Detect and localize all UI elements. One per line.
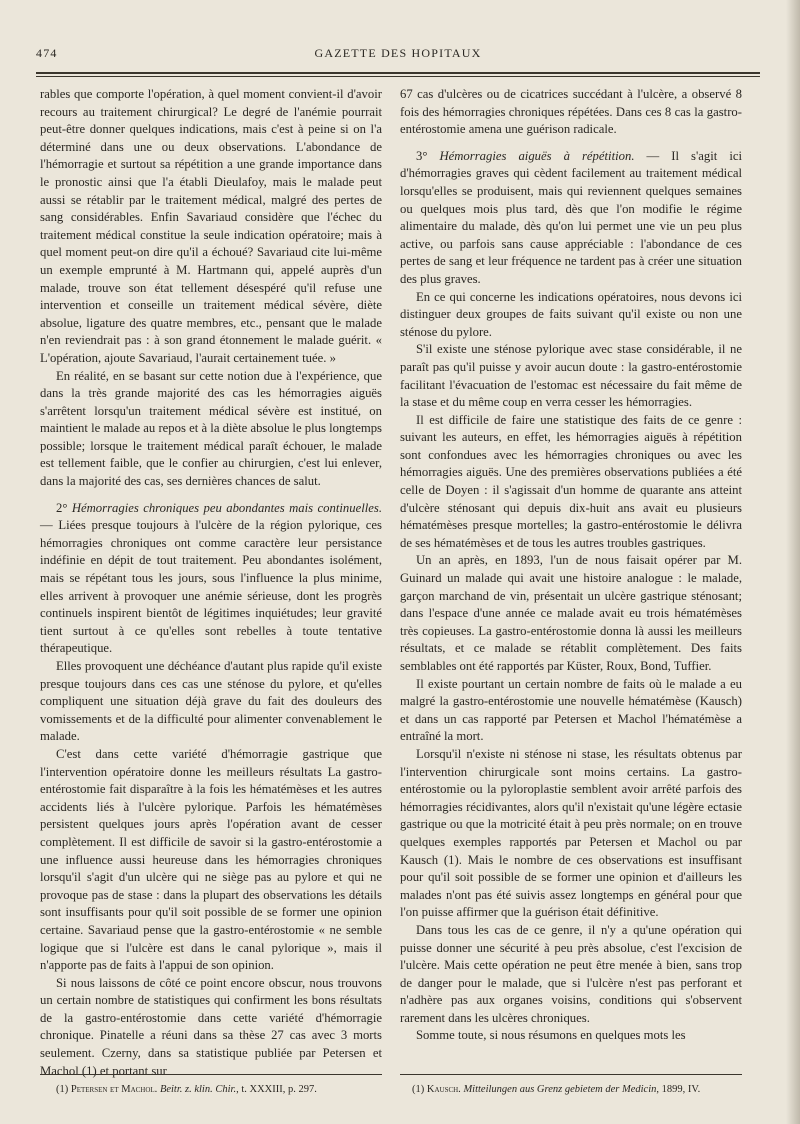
- paragraph: 67 cas d'ulcères ou de cicatrices succédant à l'ulcère, a observé 8 fois des hémorragies chroniques répétées. Dans ces 8 cas la gastro-entérostomie amena une guérison radicale.: [400, 87, 742, 137]
- section-paragraph: [40, 500, 382, 658]
- footnote-journal: Beitr. z. klin. Chir.: [159, 1084, 237, 1095]
- footnote-authors: Petersen et Machol.: [70, 1084, 158, 1095]
- footnote-rule: [40, 1074, 382, 1075]
- section-paragraph: [400, 148, 742, 289]
- footnote-marker: (1): [56, 1084, 69, 1095]
- paragraph: rables que comporte l'opération, à quel moment convient-il d'avoir recours au traitement chirurgical? Le degré de l'anémie pourrait peut-être donner quelques indications, mais c'est à peine si on l'a déterminé dans une ou deux observations. L'abondance de l'hémorragie et surtout sa répétition a une grande importance dans le pronostic ainsi que l'a établi Dieulafoy, mais le malade peut aussi se rétablir par le traitement médical, malgré des pertes de sang considérables. Enfin Savariaud considère que l'échec du traitement médical constitue la seule indication opératoire; mais à quel moment peut-on dire qu'il a échoué? Savariaud cite lui-même un exemple emprunté à M. Hartmann qui, appelé auprès d'un malade, trouve son état tellement désespéré qu'il refuse une intervention et conseille un traitement médical sévère, diète absolue, ligature des quatre membres, etc., pensant que le malade n'en reviendrait pas : à son grand étonnement le malade guérit. « L'opération, ajoute Savariaud, l'aurait certainement tuée. »: [40, 87, 382, 365]
- footnote-ref: , t. XXXIII, p. 297.: [236, 1084, 317, 1095]
- paragraph: Il est difficile de faire une statistique des faits de ce genre : suivant les auteurs, en effet, les hémorragies aiguës à répétition sont confondues avec les hémorragies chroniques ou avec les hémorragies aiguës. Une des premières observations publiées a été celle de Doyen : il s'agissait d'un homme de quarante ans atteint d'ulcère sténosant qui depuis dix-huit ans avait eu plusieurs hématémèses presque mortelles; la gastro-entérostomie le délivra de ses hématémèses et de tous les autres troubles gastriques.: [400, 412, 742, 550]
- header-rule: [36, 72, 760, 74]
- footnote-right: [412, 1083, 762, 1097]
- paragraph: C'est dans cette variété d'hémorragie gastrique que l'intervention opératoire donne les meilleurs résultats La gastro-entérostomie fait disparaître à la fois les hématémèses et les autres accidents liés à l'ulcère pylorique. Parfois les hématémèses persistent quelques jours après l'opération avant de cesser complètement. Il est difficile de savoir si la gastro-entérostomie a une influence aussi heureuse dans les hémorragies chroniques lorsqu'il s'agit d'un ulcère qui ne siège pas au pylore et qui ne provoque pas de stase : dans la plupart des observations les détails sont insuffisants pour qu'il soit possible de se former une opinion certaine. Savariaud pense que la gastro-entérostomie « ne semble logique que si l'ulcère est dans le canal pylorique », mais il n'apporte pas de faits à l'appui de son opinion.: [40, 746, 382, 973]
- paragraph: Lorsqu'il n'existe ni sténose ni stase, les résultats obtenus par l'intervention chirurgicale sont moins certains. La gastro-entérostomie ou la pyloroplastie semblent avoir arrêté parfois des hémorragies récidivantes, alors qu'il n'existait qu'une légère ectasie gastrique ou que la motricité était à peu près normale; on en trouve quelques exemples rapportés par Petersen et Machol ou par Kausch (1). Mais le nombre de ces observations est insuffisant pour qu'il soit possible de se former une opinion et d'ailleurs les malades n'ont pas été suivis assez longtemps en général pour que l'on puisse affirmer que la guérison était définitive.: [400, 746, 742, 920]
- left-column: [40, 86, 382, 1080]
- paragraph: S'il existe une sténose pylorique avec stase considérable, il ne paraît pas qu'il puisse y avoir aucun doute : la gastro-entérostomie facilitant l'évacuation de l'estomac est nécessaire du fait même de la stase et du même coup en verra cesser les hémorragies.: [400, 342, 742, 410]
- footnote-ref: , 1899, IV.: [656, 1084, 701, 1095]
- paragraph: Il existe pourtant un certain nombre de faits où le malade a eu malgré la gastro-entérostomie une nouvelle hématémèse (Kausch) et dans un cas rapporté par Petersen et Machol l'hématémèse a entraîné la mort.: [400, 676, 742, 744]
- footnote-marker: (1): [412, 1084, 425, 1095]
- section-number: 2°: [56, 500, 68, 515]
- section-number: 3°: [416, 148, 428, 163]
- section-text: — Il s'agit ici d'hémorragies graves qui cèdent facilement au traitement médical lorsqu'elles se produisent, mais qui reviennent quelques semaines ou quelques mois plus tard, dès que l'on modifie le régime alimentaire du malade, dès qu'on lui permet une vie un peu plus active, ou parfois sans cause appréciable : l'abondance de ces pertes de sang et leur fréquence ne tardent pas à créer une situation des plus graves.: [400, 148, 743, 286]
- page-edge-shadow: [786, 0, 800, 1124]
- section-text: — Liées presque toujours à l'ulcère de la région pylorique, ces hémorragies chroniques ont comme caractère leur persistance indéfinie en dépit de tout traitement. Peu abondantes isolément, mais se répétant tous les jours, sous l'influence la plus minime, elles arrivent à provoquer une anémie sérieuse, dont les progrès continuels inspirent bientôt de légitimes inquiétudes; leur gravité tient surtout à ce qu'elles sont rebelles à toute tentative thérapeutique.: [40, 518, 382, 656]
- running-title: GAZETTE DES HOPITAUX: [314, 46, 482, 60]
- paragraph: En réalité, en se basant sur cette notion due à l'expérience, que dans la très grande majorité des cas les hémorragies aiguës s'arrêtent lorsqu'un traitement médical sévère est institué, on maintient le malade au repos et à la diète absolue le plus longtemps possible; lorsque le traitement médical paraît échouer, le malade est tellement faible, que le confier au chirurgien, c'est lui enlever, dans la majorité des cas, ses dernières chances de salut.: [40, 368, 382, 489]
- footnote-rule: [400, 1074, 742, 1075]
- footnote-authors: Kausch.: [426, 1084, 461, 1095]
- paragraph: Dans tous les cas de ce genre, il n'y a qu'une opération qui puisse donner une sécurité à peu près absolue, c'est l'excision de l'ulcère. Mais cette opération ne peut être menée à bien, sans trop de danger pour le malade, que si l'ulcère n'est pas perforant et n'adhère pas aux organes voisins, conditions qui s'observent rarement dans les ulcères chroniques.: [400, 922, 742, 1025]
- page-header: [36, 46, 760, 66]
- paragraph: En ce qui concerne les indications opératoires, nous devons ici distinguer deux groupes de faits suivant qu'il existe ou non une sténose du pylore.: [400, 289, 742, 339]
- header-rule-thin: [36, 76, 760, 77]
- section-heading: Hémorragies aiguës à répétition.: [439, 148, 635, 163]
- paragraph: Elles provoquent une déchéance d'autant plus rapide qu'il existe presque toujours dans ces cas une sténose du pylore, et qu'elles compliquent une situation déjà grave du fait des douleurs des vomissements et de la difficulté pour alimenter convenablement le malade.: [40, 659, 382, 744]
- paragraph: Si nous laissons de côté ce point encore obscur, nous trouvons un certain nombre de statistiques qui confirment les bons résultats de la gastro-entérostomie dans cette variété d'hémorragie chronique. Pinatelle a réuni dans sa thèse 27 cas avec 3 morts seulement. Czerny, dans sa statistique publiée par Petersen et Machol (1) et portant sur: [40, 975, 382, 1078]
- footnote-journal: Mitteilungen aus Grenz gebietem der Medicin: [463, 1084, 657, 1095]
- paragraph: Un an après, en 1893, l'un de nous faisait opérer par M. Guinard un malade qui avait une histoire analogue : le malade, garçon marchand de vin, présentait un ulcère gastrique sténosant; dans l'espace d'une année ce malade avait eu trois hématémèses très copieuses. La gastro-entérostomie donna là aussi les meilleurs résultats, et ce malade se rétablit complètement. Des faits semblables ont été rapportés par Küster, Roux, Bond, Tuffier.: [400, 553, 742, 673]
- footnote-left: [56, 1083, 406, 1097]
- page-number: 474: [36, 46, 58, 60]
- section-heading: Hémorragies chroniques peu abondantes mais continuelles.: [71, 500, 382, 515]
- right-column: [400, 86, 742, 1045]
- paragraph: Somme toute, si nous résumons en quelques mots les: [416, 1028, 686, 1043]
